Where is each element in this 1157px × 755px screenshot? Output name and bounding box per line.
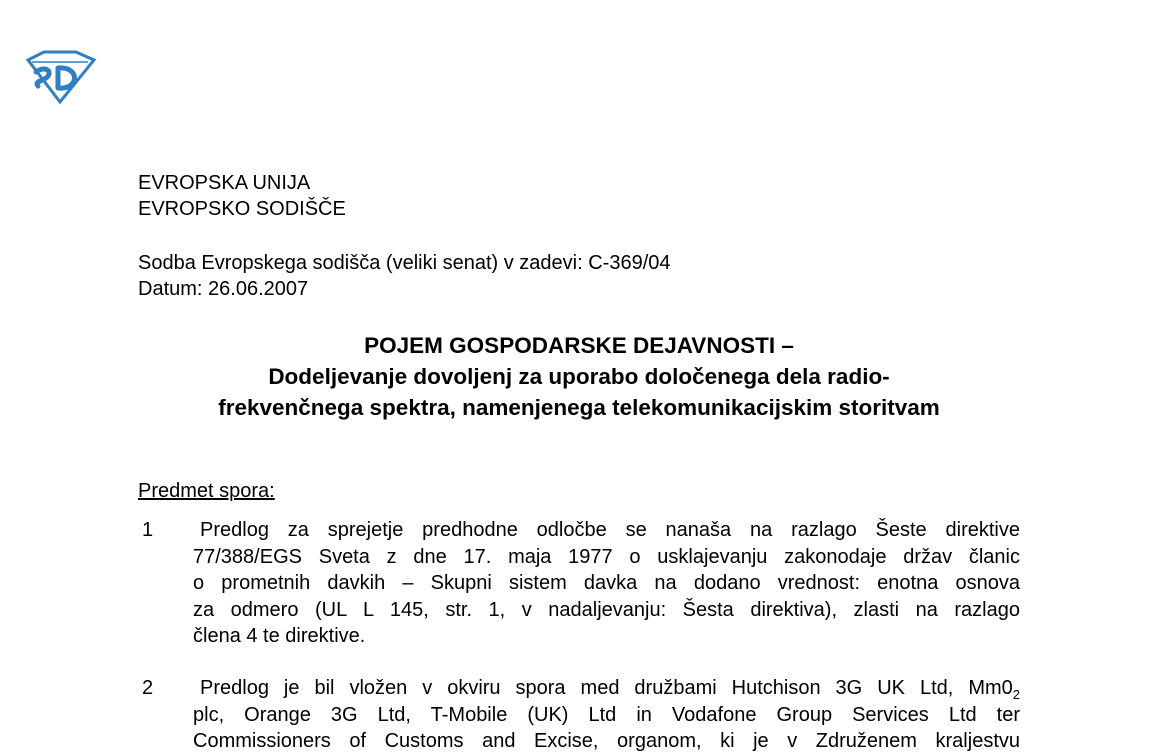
paragraph-line: Commissioners of Customs and Excise, organom, ki je v Združenem kraljestvu (193, 730, 1020, 752)
subscript-digit: 2 (1012, 687, 1020, 702)
title-line-3: frekvenčnega spektra, namenjenega telekomunikacijskim storitvam (218, 395, 940, 420)
paragraph-line: za odmero (UL L 145, str. 1, v nadaljevanju: Šesta direktiva), zlasti na razlago (193, 598, 1020, 621)
union-label: EVROPSKA UNIJA (138, 172, 311, 194)
court-header (138, 170, 346, 222)
document-title (138, 330, 1020, 423)
case-reference: Sodba Evropskega sodišča (veliki senat) v zadevi: C-369/04 (138, 252, 671, 274)
court-label: EVROPSKO SODIŠČE (138, 198, 346, 220)
paragraph-number: 2 (142, 677, 154, 699)
court-logo (22, 48, 98, 106)
paragraph-text (193, 517, 1020, 650)
paragraph-number: 1 (142, 519, 154, 541)
paragraph-line: Predlog za sprejetje predhodne odločbe se nanaša na razlago Šeste direktive (200, 519, 1020, 541)
paragraph-line: o prometnih davkih – Skupni sistem davka na dodano vrednost: enotna osnova (193, 572, 1020, 594)
paragraph-line (193, 675, 1020, 702)
case-date: Datum: 26.06.2007 (138, 278, 309, 300)
title-line-1: POJEM GOSPODARSKE DEJAVNOSTI – (364, 333, 794, 358)
paragraph-line: člena 4 te direktive. (193, 625, 366, 647)
paragraph-line-main: Predlog je bil vložen v okviru spora med družbami Hutchison 3G UK Ltd, Mm0 (200, 677, 1013, 699)
paragraph-line: plc, Orange 3G Ltd, T-Mobile (UK) Ltd in Vodafone Group Services Ltd ter (193, 703, 1020, 726)
title-line-2: Dodeljevanje dovoljenj za uporabo določenega dela radio- (268, 364, 890, 389)
subject-heading: Predmet spora: (138, 480, 275, 502)
paragraph-1 (138, 517, 1020, 650)
paragraph-line: 77/388/EGS Sveta z dne 17. maja 1977 o usklajevanju zakonodaje držav članic (193, 545, 1020, 568)
case-info (138, 250, 671, 302)
